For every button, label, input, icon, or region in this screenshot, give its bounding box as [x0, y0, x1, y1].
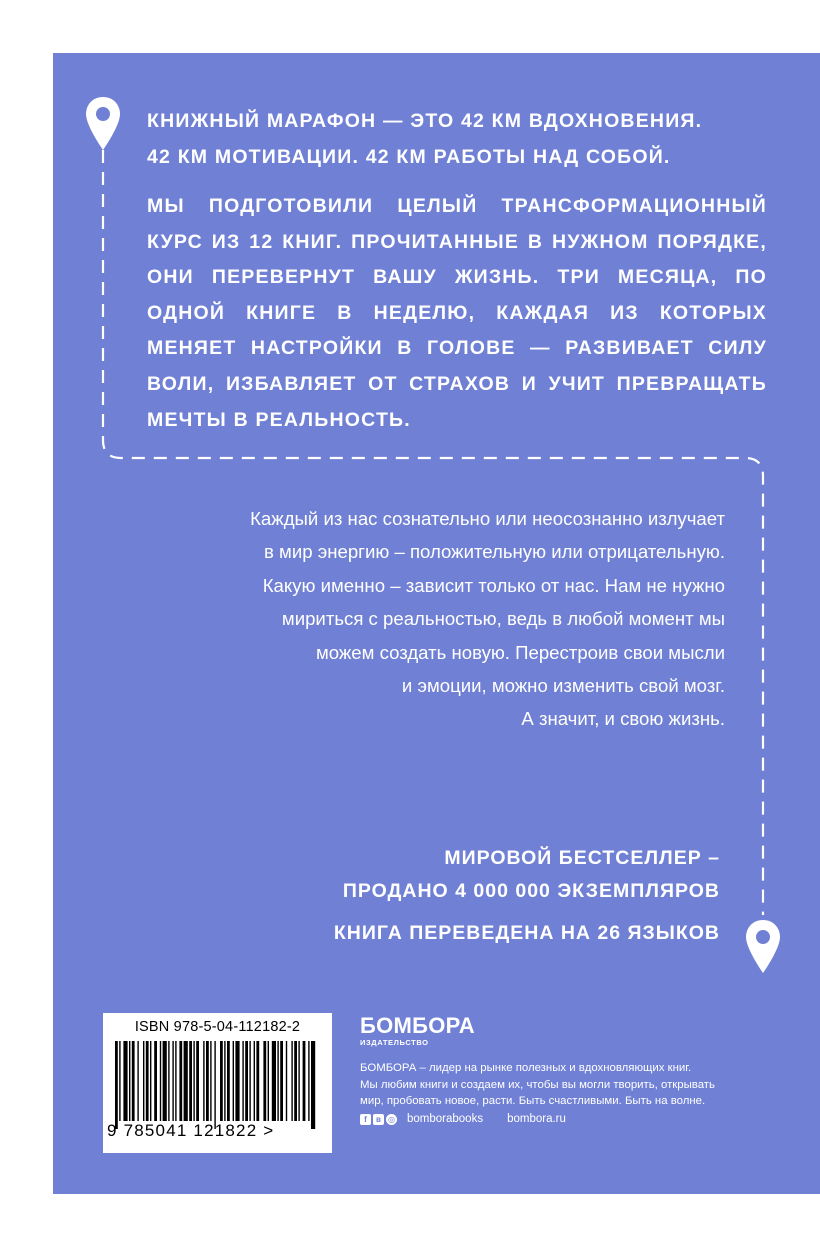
isbn-label: ISBN 978-5-04-112182-2	[134, 1019, 301, 1035]
start-location-pin-icon	[84, 95, 122, 153]
publisher-description	[360, 1060, 780, 1110]
lead-text	[147, 103, 767, 175]
barcode-icon	[115, 1041, 320, 1129]
publisher-logo	[360, 1014, 475, 1048]
facebook-icon[interactable]: f	[360, 1114, 371, 1125]
quote-line: в мир энергию – положительную или отрицательную.	[264, 541, 725, 563]
vk-icon[interactable]: в	[373, 1114, 384, 1125]
lead-rest: — ЭТО 42 КМ ВДОХНОВЕНИЯ.	[376, 110, 703, 132]
end-location-pin-icon	[744, 918, 782, 976]
bestseller-claim	[334, 842, 720, 908]
publisher-line: мир, пробовать новое, расти. Быть счастливыми. Быть на волне.	[360, 1095, 706, 1107]
quote-block	[150, 502, 725, 736]
publisher-line: БОМБОРА – лидер на рынке полезных и вдохновляющих книг.	[360, 1062, 692, 1074]
quote-line: и эмоции, можно изменить свой мозг.	[401, 675, 725, 697]
publisher-line: Мы любим книги и создаем их, чтобы вы могли творить, открывать	[360, 1078, 715, 1091]
instagram-icon[interactable]: ◎	[386, 1114, 397, 1125]
quote-line: мириться с реальностью, ведь в любой момент мы	[281, 608, 725, 630]
quote-line: Каждый из нас сознательно или неосознанно излучает	[250, 508, 725, 529]
lead-line-2: 42 КМ МОТИВАЦИИ. 42 КМ РАБОТЫ НАД СОБОЙ.	[147, 146, 671, 168]
website-link[interactable]: bombora.ru	[507, 1113, 566, 1125]
quote-line: можем создать новую. Перестроив свои мысли	[315, 641, 725, 663]
publisher-name: БОМБОРА	[360, 1013, 475, 1038]
barcode-box	[103, 1013, 332, 1153]
claim-line-1: МИРОВОЙ БЕСТСЕЛЛЕР –	[444, 847, 720, 869]
quote-line: Какую именно – зависит только от нас. Нам не нужно	[262, 574, 725, 596]
bestseller-claims	[334, 842, 720, 950]
intro-block	[147, 103, 767, 438]
social-links	[360, 1113, 566, 1125]
quote-line: А значит, и свою жизнь.	[521, 708, 725, 730]
claim-line-2: ПРОДАНО 4 000 000 ЭКЗЕМПЛЯРОВ	[342, 880, 720, 902]
translation-claim: КНИГА ПЕРЕВЕДЕНА НА 26 ЯЗЫКОВ	[333, 922, 720, 944]
intro-description: МЫ ПОДГОТОВИЛИ ЦЕЛЫЙ ТРАНСФОРМАЦИОННЫЙ КУРС ИЗ 12 КНИГ. ПРОЧИТАННЫЕ В НУЖНОМ ПОРЯДКЕ, ОНИ ПЕРЕВЕРНУТ ВАШУ ЖИЗНЬ. ТРИ МЕСЯЦА, ПО ОДНОЙ КНИГЕ В НЕДЕЛЮ, КАЖДАЯ ИЗ КОТОРЫХ МЕНЯЕТ НАСТРОЙКИ В ГОЛОВЕ — РАЗВИВАЕТ СИЛУ ВОЛИ, ИЗБАВЛЯЕТ ОТ СТРАХОВ И УЧИТ ПРЕВРАЩАТЬ МЕЧТЫ В РЕАЛЬНОСТЬ.	[147, 195, 767, 431]
publisher-subtitle: ИЗДАТЕЛЬСТВО	[360, 1038, 429, 1047]
barcode-digits: 9 785041 121822 >	[107, 1121, 275, 1140]
lead-highlight: КНИЖНЫЙ МАРАФОН	[147, 110, 377, 132]
social-handle[interactable]: bomborabooks	[407, 1113, 484, 1125]
